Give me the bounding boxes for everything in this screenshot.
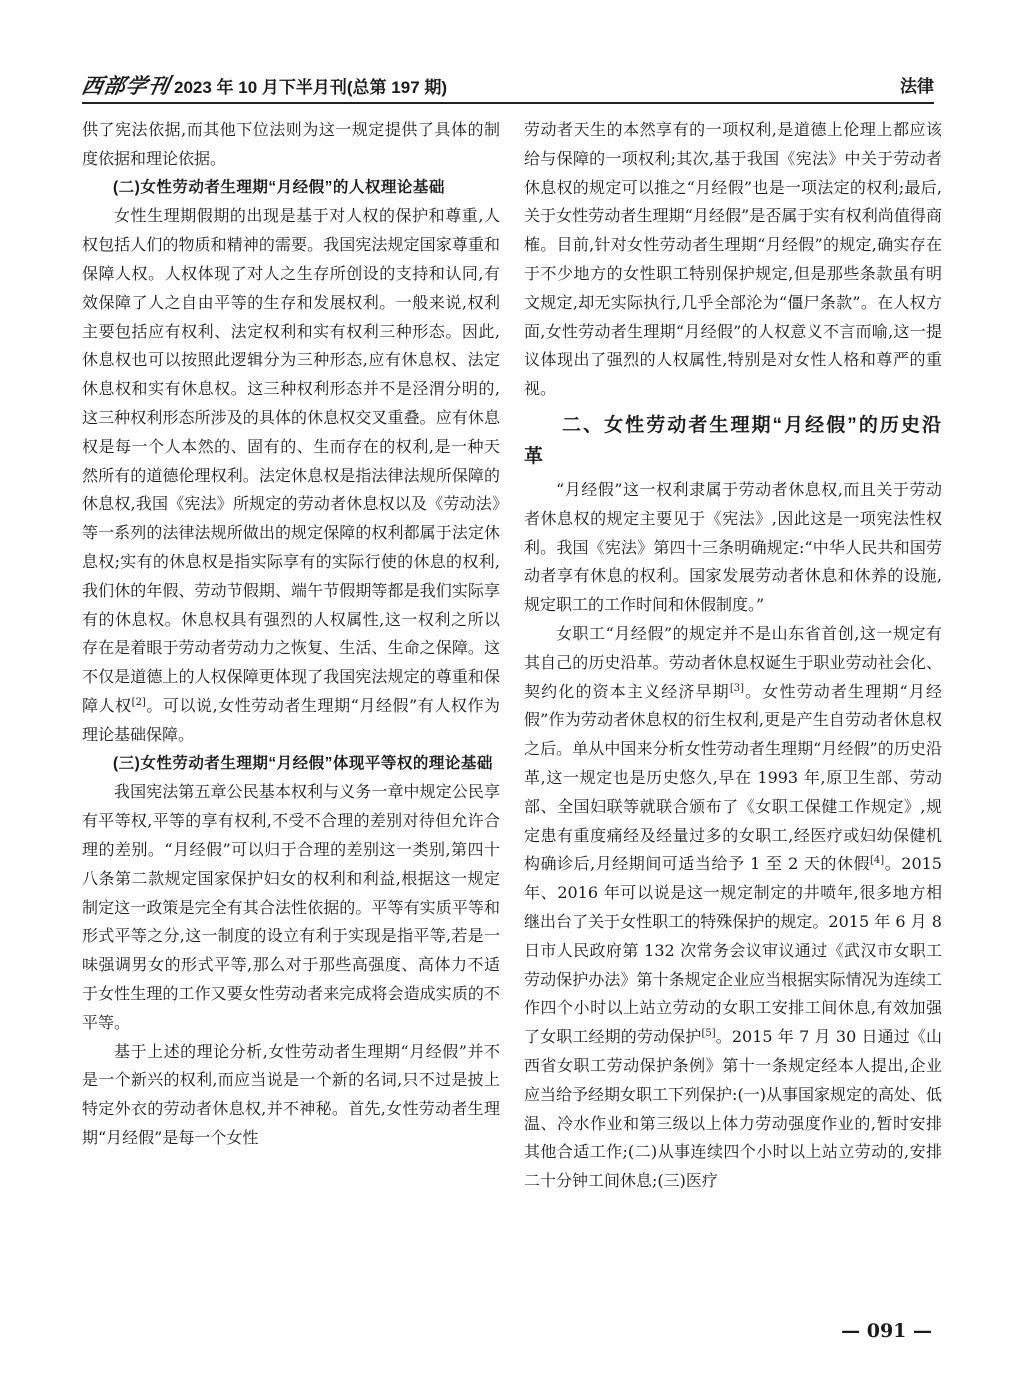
journal-title [79,70,448,100]
paragraph: “月经假”这一权利隶属于劳动者休息权,而且关于劳动者休息权的规定主要见于《宪法》,因此这是一项宪法性权利。我国《宪法》第四十三条明确规定:“中华人民共和国劳动者享有休息的权利。国家发展劳动者休息和休养的设施,规定职工的工作时间和休假制度。” [524,479,942,615]
citation-ref: [5] [701,1028,716,1040]
paragraph: 供了宪法依据,而其他下位法则为这一规定提供了具体的制度依据和理论依据。 [82,120,500,168]
journal-logo: 西部学刊 [79,73,173,98]
section-heading-history: 二、女性劳动者生理期“月经假”的历史沿革 [524,414,942,467]
citation-ref: [3] [729,682,744,694]
paragraph: 劳动者天生的本然享有的一项权利,是道德上伦理上都应该给与保障的一项权利;其次,基于我国《宪法》中关于劳动者休息权的规定可以推之“月经假”也是一项法定的权利;最后,关于女性劳动者生理期“月经假”是否属于实有权利尚值得商榷。目前,针对女性劳动者生理期“月经假”的规定,确实存在于不少地方的女性职工特别保护规定,但是那些条款虽有明文规定,却无实际执行,几乎全部沦为“僵尸条款”。在人权方面,女性劳动者生理期“月经假”的人权意义不言而喻,这一提议体现出了强烈的人权属性,特别是对女性人格和尊严的重视。 [524,120,942,399]
left-column [82,116,500,1153]
section-label: 法律 [900,77,934,96]
paragraph: 基于上述的理论分析,女性劳动者生理期“月经假”并不是一个新兴的权利,而应当说是一个新的名词,只不过是披上特定外衣的劳动者休息权,并不神秘。首先,女性劳动者生理期“月经假”是每一个女性 [82,1041,500,1147]
subsection-heading-human-rights: (二)女性劳动者生理期“月经假”的人权理论基础 [113,178,445,196]
paragraph: 女性生理期假期的出现是基于对人权的保护和尊重,人权包括人们的物质和精神的需要。我国宪法规定国家尊重和保障人权。人权体现了对人之生存所创设的支持和认同,有效保障了人之自由平等的生存和发展权利。一般来说,权利主要包括应有权利、法定权利和实有权利三种形态。因此,休息权也可以按照此逻辑分为三种形态,应有休息权、法定休息权和实有休息权。这三种权利形态并不是泾渭分明的,这三种权利形态所涉及的具体的休息权交叉重叠。应有休息权是每一个人本然的、固有的、生而存在的权利,是一种天然所有的道德伦理权利。法定休息权是指法律法规所保障的休息权,我国《宪法》所规定的劳动者休息权以及《劳动法》等一系列的法律法规所做出的规定保障的权利都属于法定休息权;实有的休息权是指实际享有的实际行使的休息的权利,我们休的年假、劳动节假期、端午节假期等都是我们实际享有的休息权。休息权具有强烈的人权属性,这一权利之所以存在是着眼于劳动者劳动力之恢复、生活、生命之保障。这不仅是道德上的人权保障更体现了我国宪法规定的尊重和保障人权[2]。可以说,女性劳动者生理期“月经假”有人权作为理论基础保障。 [82,206,500,744]
citation-ref: [2] [131,696,146,708]
paragraph: 我国宪法第五章公民基本权利与义务一章中规定公民享有平等权,平等的享有权利,不受不合理的差别对待但允许合理的差别。“月经假”可以归于合理的差别这一类别,第四十八条第二款规定国家保护妇女的权利和利益,根据这一规定制定这一政策是完全有其合法性依据的。平等有实质平等和形式平等之分,这一制度的设立有利于实现是指平等,若是一味强调男女的形式平等,那么对于那些高强度、高体力不适于女性生理的工作又要女性劳动者来完成将会造成实质的不平等。 [82,782,500,1032]
page-number: — 091 — [841,1320,932,1342]
citation-ref: [4] [870,855,885,867]
paragraph: 女职工“月经假”的规定并不是山东省首创,这一规定有其自己的历史沿革。劳动者休息权诞生于职业劳动社会化、契约化的资本主义经济早期[3]。女性劳动者生理期“月经假”作为劳动者休息权的衍生权利,更是产生自劳动者休息权之后。单从中国来分析女性劳动者生理期“月经假”的历史沿革,这一规定也是历史悠久,早在 1993 年,原卫生部、劳动部、全国妇联等就联合颁布了《女职工保健工作规定》,规定患有重度痛经及经量过多的女职工,经医疗或妇幼保健机构确诊后,月经期间可适当给予 1 至 2 天的休假[4]。2015 年、2016 年可以说是这一规定制定的井喷年,很多地方相继出台了关于女性职工的特殊保护的规定。2015 年 6 月 8 日市人民政府第 132 次常务会议审议通过《武汉市女职工劳动保护办法》第十条规定企业应当根据实际情况为连续工作四个小时以上站立劳动的女职工安排工间休息,有效加强了女职工经期的劳动保护[5]。2015 年 7 月 30 日通过《山西省女职工劳动保护条例》第十一条规定经本人提出,企业应当给予经期女职工下列保护:(一)从事国家规定的高处、低温、冷水作业和第三级以上体力劳动强度作业的,暂时安排其他合适工作;(二)从事连续四个小时以上站立劳动的,安排二十分钟工间休息;(三)医疗 [524,623,942,1191]
subsection-heading-equality: (三)女性劳动者生理期“月经假”体现平等权的理论基础 [113,754,493,772]
issue-info: 2023 年 10 月下半月刊(总第 197 期) [174,78,448,97]
running-header [79,62,934,104]
right-column [524,116,942,1196]
